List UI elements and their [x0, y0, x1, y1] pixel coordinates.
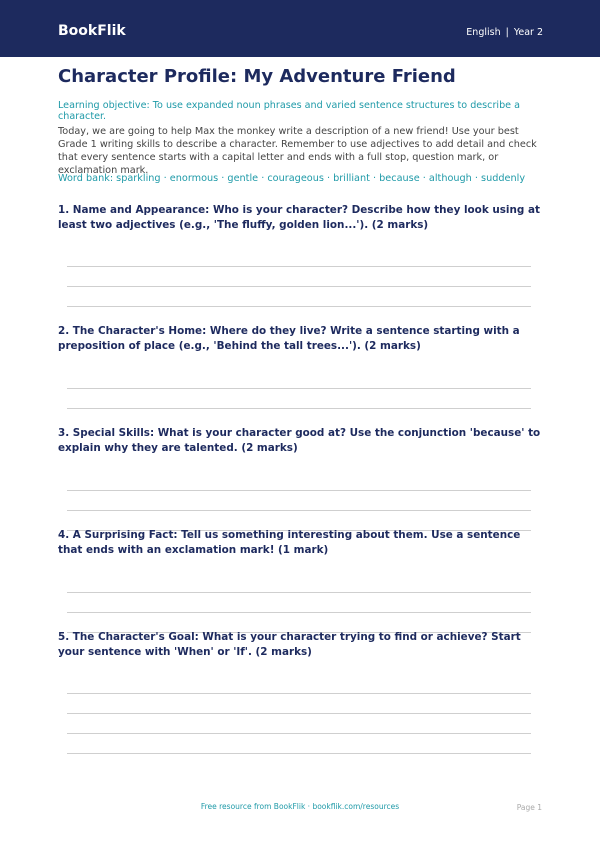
page-number: Page 1: [516, 803, 542, 812]
subject-label: English: [466, 27, 501, 38]
intro-text: Today, we are going to help Max the monkey write a description of a new friend! Use your best Grade 1 writing skills to describe a character. Remember to use adjectives to add detail and check that every sentence starts with a capital letter and ends with a full stop, question mark, or exclamation mark.: [58, 126, 537, 176]
answer-line[interactable]: [67, 490, 531, 491]
meta-separator: |: [505, 27, 509, 38]
question-4: 4. A Surprising Fact: Tell us something interesting about them. Use a sentence that ends with an exclamation mark! (1 mark): [58, 529, 521, 556]
year-label: Year 2: [513, 27, 543, 38]
word-bank: Word bank: sparkling · enormous · gentle · courageous · brilliant · because · although · suddenly: [58, 173, 526, 184]
question-5: 5. The Character's Goal: What is your character trying to find or achieve? Start your sentence with 'When' or 'If'. (2 marks): [58, 631, 521, 658]
answer-line[interactable]: [67, 733, 531, 734]
learning-objective: Learning objective: To use expanded noun phrases and varied sentence structures to describe a character.: [58, 100, 520, 122]
question-2: 2. The Character's Home: Where do they live? Write a sentence starting with a preposition of place (e.g., 'Behind the tall trees...'). (2 marks): [58, 325, 520, 352]
page-header: [0, 0, 600, 57]
answer-line[interactable]: [67, 388, 531, 389]
answer-line[interactable]: [67, 693, 531, 694]
answer-line[interactable]: [67, 612, 531, 613]
question-1: 1. Name and Appearance: Who is your character? Describe how they look using at least two adjectives (e.g., 'The fluffy, golden lion...'). (2 marks): [58, 204, 540, 231]
answer-line[interactable]: [67, 306, 531, 307]
answer-line[interactable]: [67, 510, 531, 511]
answer-line[interactable]: [67, 408, 531, 409]
answer-line[interactable]: [67, 753, 531, 754]
page-title: Character Profile: My Adventure Friend: [58, 66, 456, 87]
answer-line[interactable]: [67, 592, 531, 593]
answer-line[interactable]: [67, 266, 531, 267]
subject-year: [466, 27, 543, 38]
answer-line[interactable]: [67, 286, 531, 287]
answer-line[interactable]: [67, 713, 531, 714]
footer-resource-link[interactable]: Free resource from BookFlik · bookflik.com/resources: [200, 802, 400, 811]
question-3: 3. Special Skills: What is your character good at? Use the conjunction 'because' to explain why they are talented. (2 marks): [58, 427, 541, 454]
brand-logo: BookFlik: [58, 23, 126, 39]
